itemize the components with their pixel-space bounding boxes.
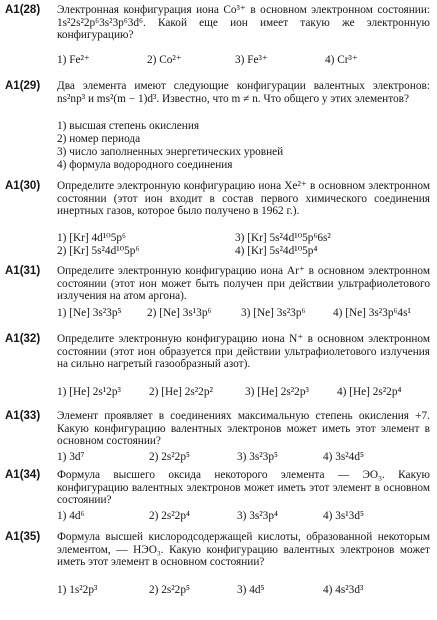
answer-option-3[interactable]: 3) число заполненных энергетических уровней	[57, 146, 284, 158]
question-number: A1(35)	[5, 531, 41, 543]
answer-option-4[interactable]: 4) 4s²3d³	[323, 584, 364, 596]
answer-option-4[interactable]: 4) [Kr] 5s²4d¹⁰5p⁴	[235, 245, 318, 257]
answer-option-2[interactable]: 2) номер периода	[57, 133, 141, 145]
question-number: A1(32)	[5, 333, 41, 345]
answer-option-1[interactable]: 1) высшая степень окисления	[57, 120, 200, 132]
answer-option-1[interactable]: 1) 3d⁷	[57, 451, 85, 463]
answer-option-3[interactable]: 3) Fe³⁺	[235, 54, 268, 66]
question-text: Формула высшего оксида некоторого элемента — ЭO₃. Какую конфигурацию валентных электронов может иметь этот элемент в основном состоянии?	[57, 469, 430, 507]
answer-option-3[interactable]: 3) 3s²3p⁴	[237, 510, 278, 522]
answer-option-2[interactable]: 2) 2s²2p⁵	[149, 451, 190, 463]
answer-option-2[interactable]: 2) 2s²2p⁵	[149, 584, 190, 596]
question-number: A1(31)	[5, 265, 41, 277]
answer-option-3[interactable]: 3) [Kr] 5s²4d¹⁰5p⁶6s²	[235, 232, 331, 244]
question-text: Определите электронную конфигурацию иона Xe²⁺ в основном электронном состоянии (этот ион входит в состав первого химического соединения инертных газов, которое было получено в 1962 г.).	[57, 180, 430, 218]
question-text: Формула высшей кислородсодержащей кислоты, образованной некоторым элементом, — HЭO₃. Какую конфигурацию валентных электронов может иметь этот элемент в основном состоянии?	[57, 531, 430, 569]
question-text: Два элемента имеют следующие конфигурации валентных электронов: ns²np³ и ms²(m − 1)d³. Известно, что m ≠ n. Что общего у этих элементов?	[57, 80, 430, 105]
answer-option-4[interactable]: 4) 3s²4d⁵	[323, 451, 364, 463]
answer-option-4[interactable]: 4) формула водородного соединения	[57, 159, 233, 171]
answer-option-3[interactable]: 3) 4d⁵	[237, 584, 265, 596]
answer-option-1[interactable]: 1) 4d⁶	[57, 510, 85, 522]
question-text: Определите электронную конфигурацию иона N⁺ в основном электронном состоянии (этот ион образуется при действии ультрафиолетового излучения на сильно нагретый газообразный азот).	[57, 333, 430, 371]
answer-option-2[interactable]: 2) [Ne] 3s¹3p⁶	[147, 307, 212, 319]
answer-option-1[interactable]: 1) 1s²2p³	[57, 584, 98, 596]
question-text: Электронная конфигурация иона Co³⁺ в основном электронном состоянии: 1s²2s²2p⁶3s²3p⁶3d⁶. Какой еще ион имеет такую же электронную конфигурацию?	[57, 4, 430, 42]
answer-option-3[interactable]: 3) [Ne] 3s²3p⁶	[241, 307, 306, 319]
answer-option-2[interactable]: 2) 2s²2p⁴	[149, 510, 190, 522]
answer-option-1[interactable]: 1) [Kr] 4d¹⁰5p⁶	[57, 232, 126, 244]
answer-option-4[interactable]: 4) [Ne] 3s²3p⁶4s¹	[333, 307, 411, 319]
answer-option-4[interactable]: 4) Cr³⁺	[325, 54, 358, 66]
answer-option-1[interactable]: 1) [He] 2s¹2p³	[57, 386, 121, 398]
question-number: A1(30)	[5, 180, 41, 192]
answer-option-4[interactable]: 4) [He] 2s²2p⁴	[337, 386, 402, 398]
answer-option-1[interactable]: 1) [Ne] 3s²3p⁵	[57, 307, 122, 319]
answer-option-2[interactable]: 2) Co²⁺	[147, 54, 182, 66]
question-number: A1(34)	[5, 469, 41, 481]
answer-option-3[interactable]: 3) [He] 2s²2p³	[245, 386, 309, 398]
question-number: A1(29)	[5, 80, 41, 92]
answer-option-1[interactable]: 1) Fe²⁺	[57, 54, 90, 66]
answer-option-2[interactable]: 2) [Kr] 5s²4d¹⁰5p⁶	[57, 245, 140, 257]
question-number: A1(33)	[5, 410, 41, 422]
answer-option-2[interactable]: 2) [He] 2s²2p²	[149, 386, 213, 398]
answer-option-4[interactable]: 4) 3s¹3d⁵	[323, 510, 364, 522]
question-number: A1(28)	[5, 4, 41, 16]
question-text: Определите электронную конфигурацию иона Ar⁺ в основном электронном состоянии (этот ион может быть получен при действии ультрафиолетового излучения на атом аргона).	[57, 265, 430, 303]
question-text: Элемент проявляет в соединениях максимальную степень окисления +7. Какую конфигурацию валентных электронов может иметь этот элемент в основном состоянии?	[57, 410, 430, 448]
answer-option-3[interactable]: 3) 3s²3p⁵	[237, 451, 278, 463]
